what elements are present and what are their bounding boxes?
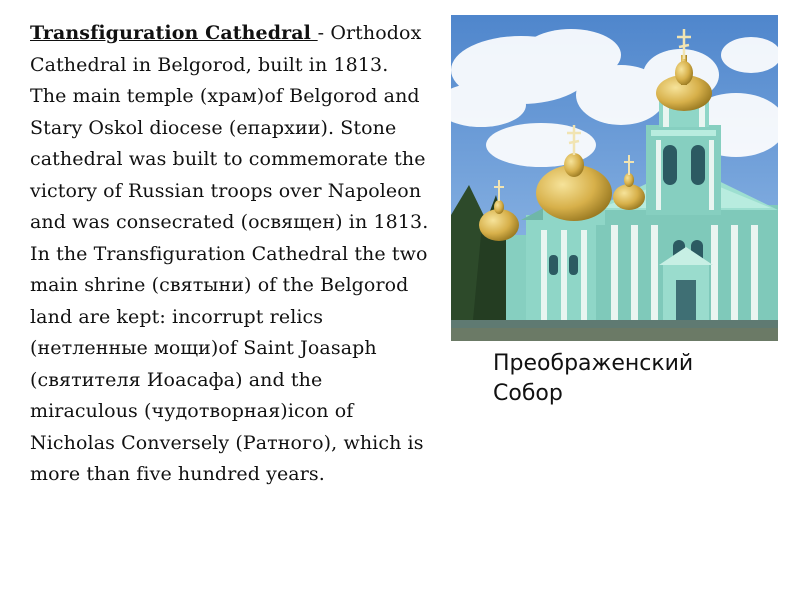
heading-dash: -	[317, 22, 325, 44]
fence	[451, 320, 778, 328]
article-body: Orthodox Cathedral in Belgorod, built in 1813. The main temple (храм)of Belgorod and Stary Oskol diocese (епархии). Stone cathedral was built to commemorate the victory of Russian troops over Napoleon and was consecrated (освящен) in 1813. In the Transfiguration Cathedral the two main shrine (святыни) of the Belgorod land are kept: incorrupt relics (нетленные мощи)of Saint Joasaph (святителя Иоасафа) and the miraculous (чудотворная)icon of Nicholas Conversely (Ратного), which is more than five hundred years.	[30, 22, 429, 485]
article-text	[30, 18, 430, 491]
article-heading: Transfiguration Cathedral	[30, 22, 318, 44]
photo-caption	[493, 349, 773, 409]
ground	[451, 328, 778, 341]
cathedral-photo	[451, 15, 778, 341]
caption-line-1: Преображенский	[493, 351, 694, 376]
caption-line-2: Собор	[493, 381, 563, 406]
